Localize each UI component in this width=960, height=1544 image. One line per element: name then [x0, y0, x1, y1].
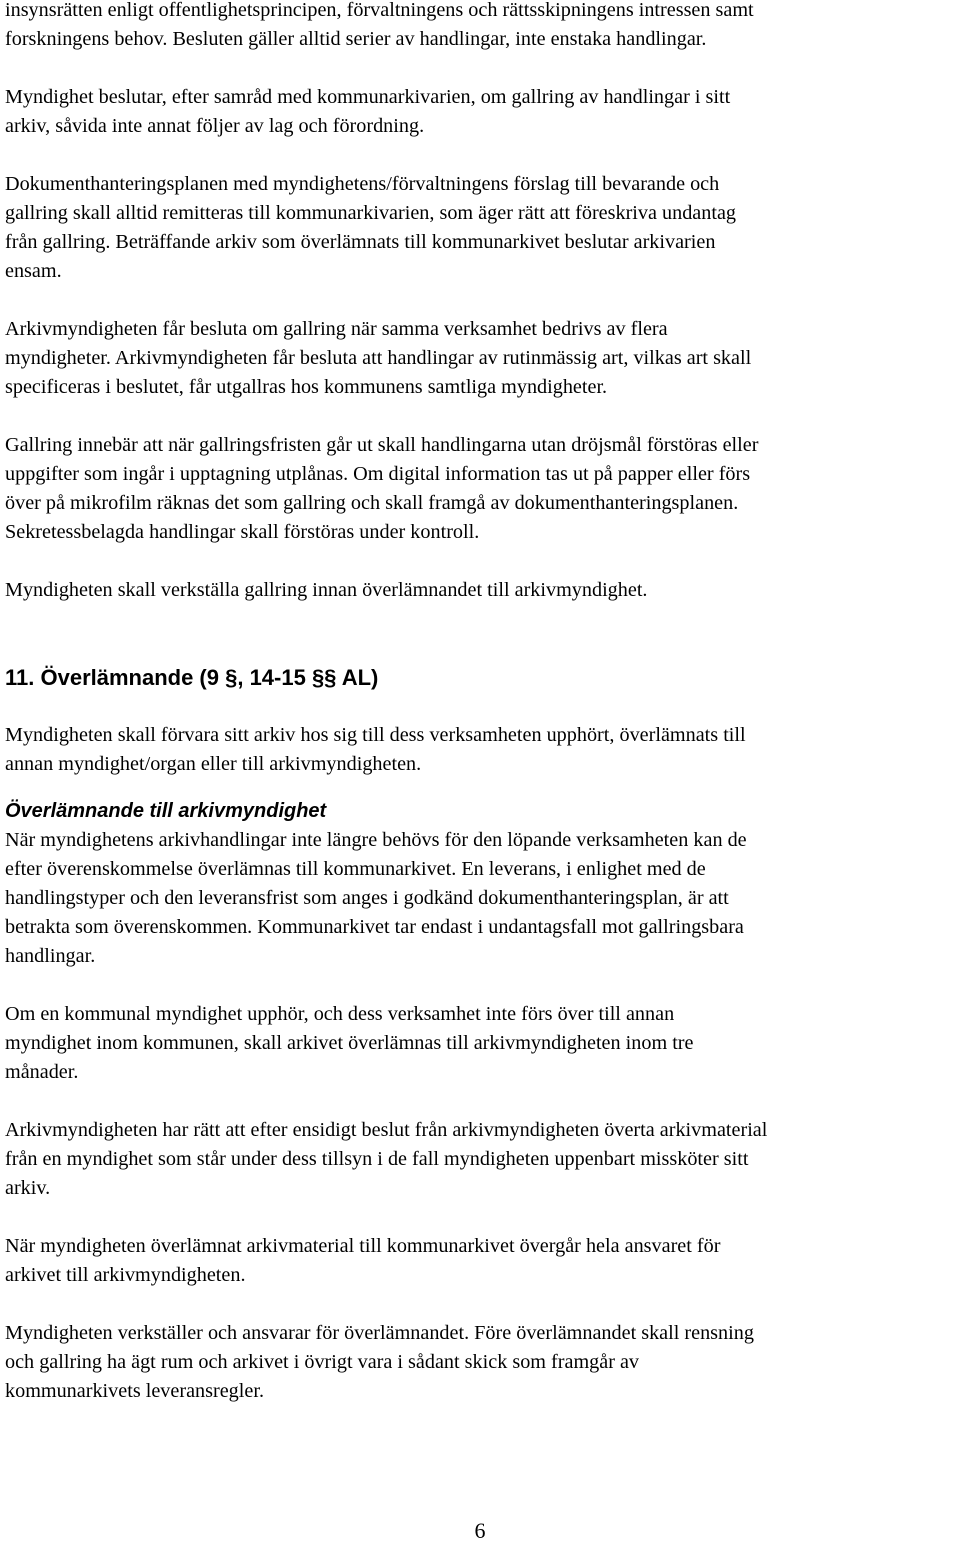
- paragraph-arkivhandlingar-overlamnas: När myndighetens arkivhandlingar inte längre behövs för den löpande verksamheten kan de efter överenskommelse överlämnas till kommunarkivet. En leverans, i enlighet med de handlingstyper och den leveransfrist som anges i godkänd dokumenthanteringsplan, är att betrakta som överenskommen. Kommunarkivet tar endast i undantagsfall mot gallringsbara handlingar.: [5, 829, 747, 967]
- paragraph-overta-arkivmaterial: Arkivmyndigheten har rätt att efter ensidigt beslut från arkivmyndigheten överta arkivmaterial från en myndighet som står under dess tillsyn i de fall myndigheten uppenbart missköter sitt arkiv.: [5, 1119, 768, 1199]
- paragraph-dokumenthanteringsplan: Dokumenthanteringsplanen med myndighetens/förvaltningens förslag till bevarande och gallring skall alltid remitteras till kommunarkivarien, som äger rätt att föreskriva undantag från gallring. Beträffande arkiv som överlämnats till kommunarkivet beslutar arkivarien ensam.: [5, 173, 737, 282]
- paragraph-verkstaller-overlamnandet: Myndigheten verkställer och ansvarar för överlämnandet. Före överlämnandet skall rensning och gallring ha ägt rum och arkivet i övrigt vara i sådant skick som framgår av kommunarkivets leveransregler.: [5, 1322, 754, 1402]
- paragraph-arkivmyndigheten-gallring: Arkivmyndigheten får besluta om gallring när samma verksamhet bedrivs av flera myndigheter. Arkivmyndigheten får besluta att handlingar av rutinmässig art, vilkas art skall specificeras i beslutet, får utgallras hos kommunens samtliga myndigheter.: [5, 318, 752, 398]
- sub-heading: Överlämnande till arkivmyndighet: [5, 800, 327, 822]
- paragraph-verkstalla-gallring: Myndigheten skall verkställa gallring innan överlämnandet till arkivmyndighet.: [5, 579, 648, 601]
- paragraph-section-intro: Myndigheten skall förvara sitt arkiv hos sig till dess verksamheten upphört, överlämnats till annan myndighet/organ eller till arkivmyndigheten.: [5, 724, 746, 775]
- document-page: [5, 0, 957, 1406]
- paragraph-gallring-intressen: insynsrätten enligt offentlighetsprincipen, förvaltningens och rättsskipningens intressen samt forskningens behov. Besluten gäller alltid serier av handlingar, inte enstaka handlingar.: [5, 0, 754, 50]
- page-number: 6: [474, 1518, 486, 1543]
- paragraph-myndighet-upphor: Om en kommunal myndighet upphör, och dess verksamhet inte förs över till annan myndighet inom kommunen, skall arkivet överlämnas till arkivmyndigheten inom tre månader.: [5, 1003, 694, 1083]
- paragraph-gallring-innebar: Gallring innebär att när gallringsfristen går ut skall handlingarna utan dröjsmål förstöras eller uppgifter som ingår i upptagning utplånas. Om digital information tas ut på papper eller förs över på mikrofilm räknas det som gallring och skall framgå av dokumenthanteringsplanen. Sekretessbelagda handlingar skall förstöras under kontroll.: [5, 434, 759, 543]
- paragraph-myndighet-beslutar: Myndighet beslutar, efter samråd med kommunarkivarien, om gallring av handlingar i sitt arkiv, såvida inte annat följer av lag och förordning.: [5, 86, 731, 137]
- paragraph-ansvaret-overgar: När myndigheten överlämnat arkivmaterial till kommunarkivet övergår hela ansvaret för arkivet till arkivmyndigheten.: [5, 1235, 721, 1286]
- section-heading: 11. Överlämnande (9 §, 14-15 §§ AL): [5, 665, 379, 690]
